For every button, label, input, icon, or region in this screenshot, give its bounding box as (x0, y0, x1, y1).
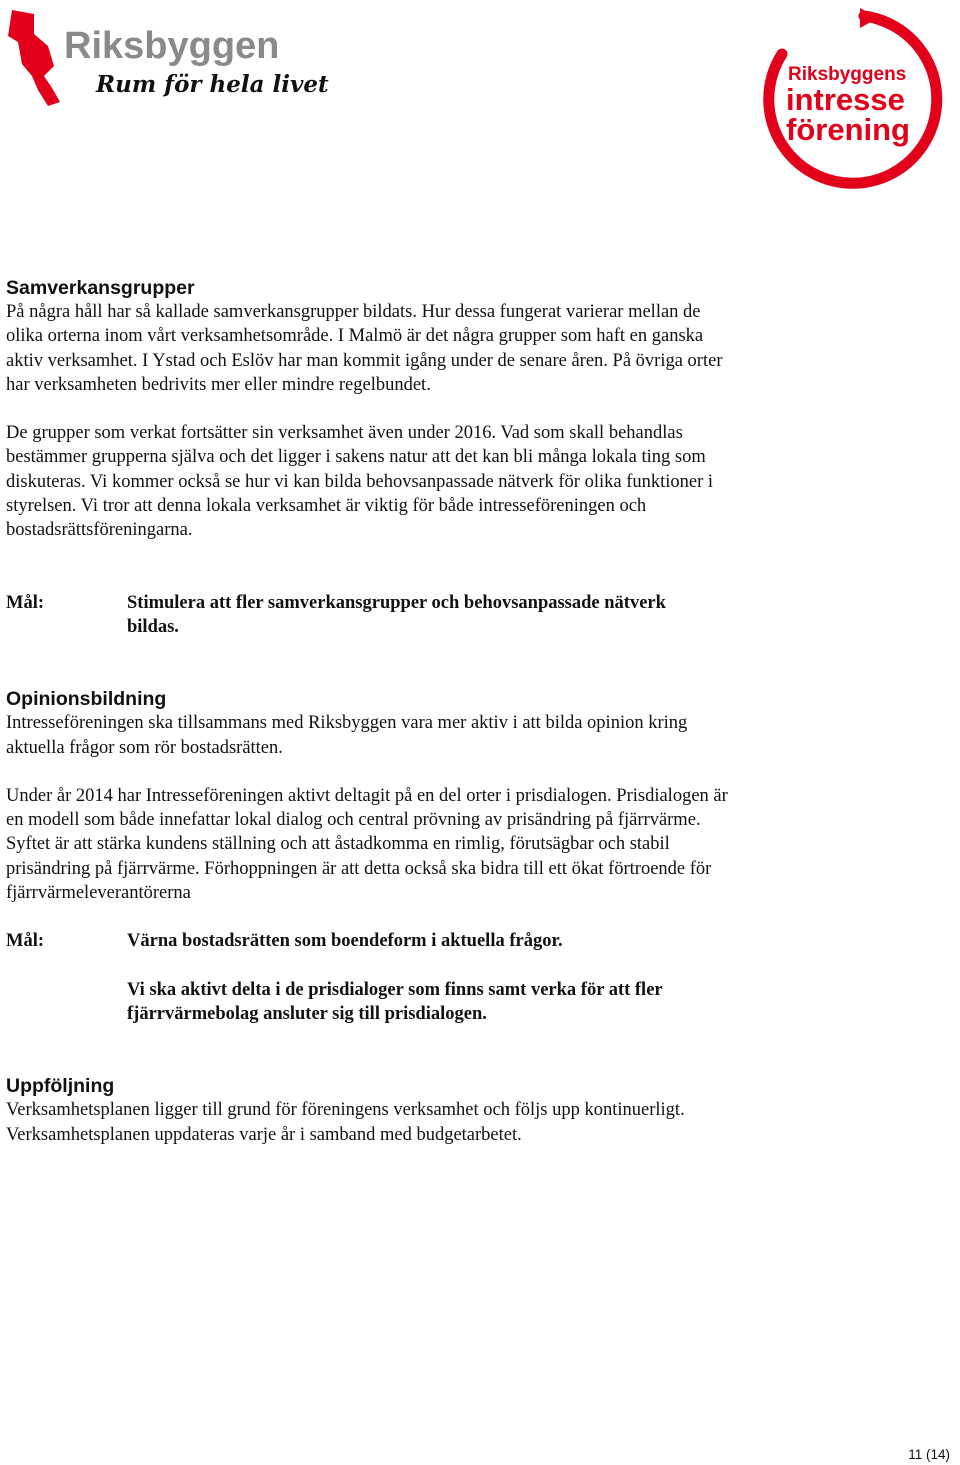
goal-label: Mål: (6, 592, 45, 613)
paragraph: Under år 2014 har Intresseföreningen aktivt deltagit på en del orter i prisdialogen. Prisdialogen är en modell som både innefattar lokal dialog och central prövning av prisändring på fjärrvärme. Syftet är att stärka kundens ställning och att åstadkomma en rimlig, förutsägbar och stabil prisändring på fjärrvärme. Förhoppningen är att detta också ska bidra till ett ökat förtroende för fjärrvärmeleverantörerna (6, 785, 728, 904)
goal-text: Värna bostadsrätten som boendeform i aktuella frågor. (127, 931, 563, 952)
paragraph: Intresseföreningen ska tillsammans med Riksbyggen vara mer aktiv i att bilda opinion kring aktuella frågor som rör bostadsrätten. (6, 713, 688, 758)
goal-block (6, 929, 736, 1026)
goal-text: Stimulera att fler samverkansgrupper och behovsanpassade nätverk bildas. (127, 592, 666, 637)
document-body (6, 276, 736, 1147)
svg-text:förening: förening (786, 112, 910, 147)
goal-text: Vi ska aktivt delta i de prisdialoger som finns samt verka för att fler fjärrvärmebolag ansluter sig till prisdialogen. (127, 979, 663, 1024)
section-heading-opinion: Opinionsbildning (6, 688, 167, 711)
paragraph: De grupper som verkat fortsätter sin verksamhet även under 2016. Vad som skall behandlas bestämmer grupperna själva och det ligger i sakens natur att det kan bli många lokala ting som diskuteras. Vi kommer också se hur vi kan bilda behovsanpassade nätverk för olika funktioner i styrelsen. Vi tror att denna lokala verksamhet är viktig för både intresseföreningen och bostadsrättsföreningarna. (6, 423, 714, 541)
paragraph: Verksamhetsplanen ligger till grund för föreningens verksamhet och följs upp kontinuerligt. Verksamhetsplanen uppdateras varje år i samband med budgetarbetet. (6, 1100, 685, 1145)
section-heading-uppfoljning: Uppföljning (6, 1075, 115, 1098)
riksbyggen-logo (4, 6, 329, 108)
page-number: 11 (14) (908, 1447, 950, 1462)
svg-text:Rum för hela livet: Rum för hela livet (96, 71, 329, 98)
svg-text:intresse: intresse (786, 82, 905, 117)
svg-text:Riksbyggens: Riksbyggens (788, 64, 907, 85)
goal-block (6, 591, 736, 640)
svg-text:Riksbyggen: Riksbyggen (64, 25, 280, 67)
intresseforening-logo (752, 4, 942, 194)
section-heading-samverkan: Samverkansgrupper (6, 277, 195, 299)
paragraph: På några håll har så kallade samverkansgrupper bildats. Hur dessa fungerat varierar mellan de olika orterna inom vårt verksamhetsområde. I Malmö är det några grupper som haft en ganska aktiv verksamhet. I Ystad och Eslöv har man kommit igång under de senare åren. På övriga orter har verksamheten bedrivits mer eller mindre regelbundet. (6, 302, 723, 395)
goal-label: Mål: (6, 931, 45, 952)
flag-icon (8, 10, 60, 106)
